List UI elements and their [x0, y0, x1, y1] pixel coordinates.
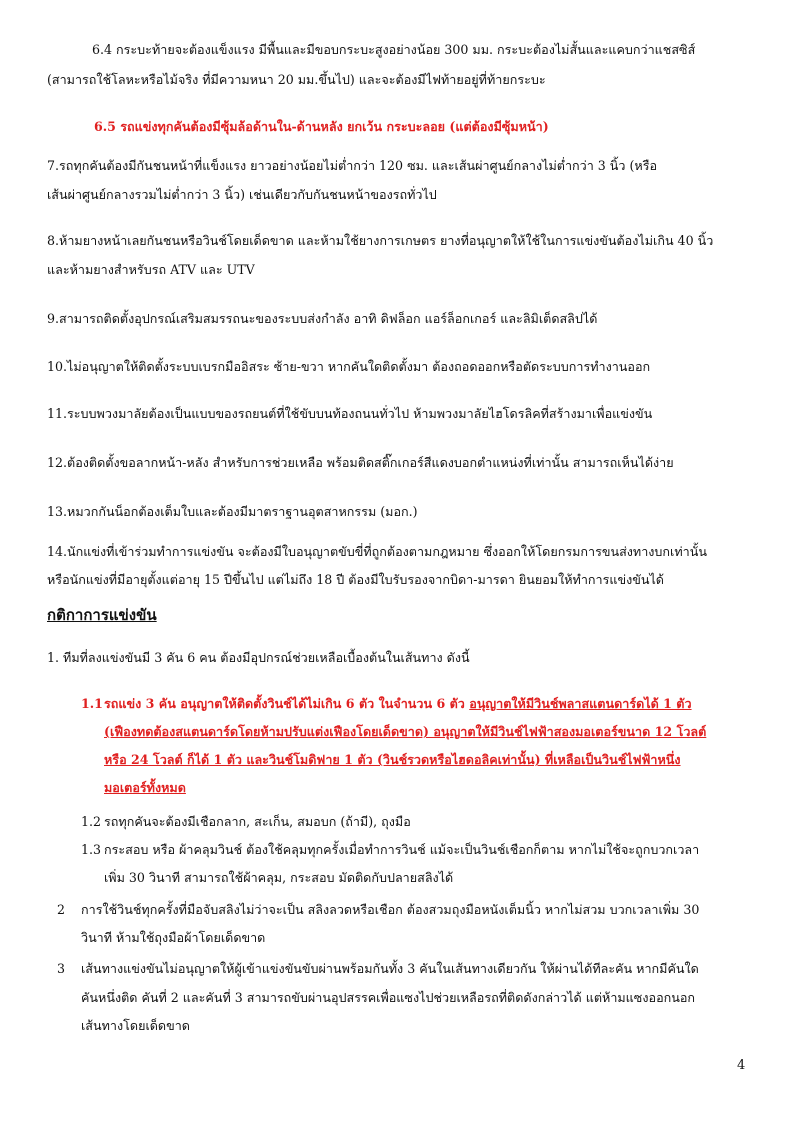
- rule-1-2-text: รถทุกคันจะต้องมีเชือกลาก, สะเก็น, สมอบก (ถ้ามี), ถุงมือ: [104, 814, 411, 829]
- rule-1-1-line-1-plain: รถแข่ง 3 คัน อนุญาตให้ติดตั้งวินช์ได้ไม่เกิน 6 ตัว ในจำนวน 6 ตัว: [104, 696, 470, 711]
- clause-11: 11.ระบบพวงมาลัยต้องเป็นแบบของรถยนต์ที่ใช้ขับบนท้องถนนทั่วไป ห้ามพวงมาลัยไฮโดรลิคที่สร้างมาเพื่อแข่งขัน: [47, 406, 653, 421]
- rule-1-1-line-2: (เฟืองทดต้องสแตนดาร์ดโดยห้ามปรับแต่งเฟืองโดยเด็ดขาด) อนุญาตให้มีวินช์ไฟฟ้าสองมอเตอร์ขนาด 12 โวลต์: [104, 724, 707, 739]
- rule-1-1-line-1-underlined: อนุญาตให้มีวินช์พลาสแตนดาร์ดได้ 1 ตัว: [469, 696, 692, 711]
- rule-3-line-3: เส้นทางโดยเด็ดขาด: [81, 1018, 190, 1033]
- clause-14-line-2: หรือนักแข่งที่มีอายุตั้งแต่อายุ 15 ปีขึ้นไป แต่ไม่ถึง 18 ปี ต้องมีใบรับรองจากบิดา-มารดา ยินยอมให้ทำการแข่งขันได้: [47, 572, 664, 587]
- rule-3-number: 3: [57, 961, 66, 976]
- clause-8-line-1: 8.ห้ามยางหน้าเลยกันชนหรือวินช์โดยเด็ดขาด และห้ามใช้ยางการเกษตร ยางที่อนุญาตให้ใช้ในการแข่งขันต้องไม่เกิน 40 นิ้ว: [47, 233, 714, 248]
- rules-heading: กติกาการแข่งขัน: [47, 606, 157, 624]
- clause-7-line-1: 7.รถทุกคันต้องมีกันชนหน้าที่แข็งแรง ยาวอย่างน้อยไม่ต่ำกว่า 120 ซม. และเส้นผ่าศูนย์กลางไม่ต่ำกว่า 3 นิ้ว (หรือ: [47, 158, 658, 173]
- rule-1-3-number: 1.3: [81, 842, 102, 857]
- rule-3-line-1: เส้นทางแข่งขันไม่อนุญาตให้ผู้เข้าแข่งขันขับผ่านพร้อมกันทั้ง 3 คันในเส้นทางเดียวกัน ให้ผ่านได้ทีละคัน หากมีคันใด: [81, 961, 699, 976]
- rule-3-line-2: คันหนึ่งติด คันที่ 2 และคันที่ 3 สามารถขับผ่านอุปสรรคเพื่อแซงไปช่วยเหลือรถที่ติดดังกล่าวได้ แต่ห้ามแซงออกนอก: [81, 990, 696, 1005]
- clause-12: 12.ต้องติดตั้งขอลากหน้า-หลัง สำหรับการช่วยเหลือ พร้อมติดสติ๊กเกอร์สีแดงบอกตำแหน่งที่เท่านั้น สามารถเห็นได้ง่าย: [47, 455, 674, 470]
- rule-2-line-1: การใช้วินช์ทุกครั้งที่มือจับสลิงไม่ว่าจะเป็น สลิงลวดหรือเชือก ต้องสวมถุงมือหนังเต็มนิ้ว หากไม่สวม บวกเวลาเพิ่ม 30: [81, 902, 700, 917]
- rule-1-1-line-1: [104, 692, 692, 716]
- clause-8-line-2: และห้ามยางสำหรับรถ ATV และ UTV: [47, 262, 255, 277]
- rule-1-1-line-3: หรือ 24 โวลต์ ก็ได้ 1 ตัว และวินช์โมดิฟาย 1 ตัว (วินช์รวดหรือไฮดอลิคเท่านั้น) ที่เหลือเป็นวินช์ไฟฟ้าหนึ่ง: [104, 752, 681, 767]
- clause-9: 9.สามารถติดตั้งอุปกรณ์เสริมสมรรถนะของระบบส่งกำลัง อาทิ ดิฟล็อก แอร์ล็อกเกอร์ และลิมิเต็ดสลิปได้: [47, 311, 598, 326]
- rule-2-line-2: วินาที ห้ามใช้ถุงมือผ้าโดยเด็ดขาด: [81, 930, 266, 945]
- clause-6-4-line-1: 6.4 กระบะท้ายจะต้องแข็งแรง มีพื้นและมีขอบกระบะสูงอย่างน้อย 300 มม. กระบะต้องไม่สั้นและแคบกว่าแชสซิส์: [92, 42, 696, 57]
- rule-2-number: 2: [57, 902, 66, 917]
- clause-6-4-line-2: (สามารถใช้โลหะหรือไม้จริง ที่มีความหนา 20 มม.ขึ้นไป) และจะต้องมีไฟท้ายอยู่ที่ท้ายกระบะ: [47, 72, 546, 87]
- page-number: 4: [737, 1058, 746, 1073]
- clause-13: 13.หมวกกันน็อกต้องเต็มใบและต้องมีมาตราฐานอุตสาหกรรม (มอก.): [47, 504, 418, 519]
- rule-1: 1. ทีมที่ลงแข่งขันมี 3 คัน 6 คน ต้องมีอุปกรณ์ช่วยเหลือเบื้องต้นในเส้นทาง ดังนี้: [47, 650, 470, 665]
- clause-14-line-1: 14.นักแข่งที่เข้าร่วมทำการแข่งขัน จะต้องมีใบอนุญาตขับขี่ที่ถูกต้องตามกฎหมาย ซึ่งออกให้โดยกรมการขนส่งทางบกเท่านั้น: [47, 544, 707, 559]
- rule-1-1-number: 1.1: [81, 696, 103, 711]
- rule-1-2-number: 1.2: [81, 814, 102, 829]
- rule-1-1-line-4: มอเตอร์ทั้งหมด: [104, 780, 186, 795]
- rule-1-3-line-1: กระสอบ หรือ ผ้าคลุมวินช์ ต้องใช้คลุมทุกครั้งเมื่อทำการวินช์ แม้จะเป็นวินช์เชือกก็ตาม หากไม่ใช้จะถูกบวกเวลา: [104, 842, 700, 857]
- clause-7-line-2: เส้นผ่าศูนย์กลางรวมไม่ต่ำกว่า 3 นิ้ว) เช่นเดียวกับกันชนหน้าของรถทั่วไป: [47, 187, 437, 202]
- clause-6-5: 6.5 รถแข่งทุกคันต้องมีซุ้มล้อด้านใน-ด้านหลัง ยกเว้น กระบะลอย (แต่ต้องมีซุ้มหน้า): [94, 119, 549, 134]
- clause-10: 10.ไม่อนุญาตให้ติดตั้งระบบเบรกมืออิสระ ซ้าย-ขวา หากคันใดติดตั้งมา ต้องถอดออกหรือตัดระบบการทำงานออก: [47, 359, 651, 374]
- rule-1-3-line-2: เพิ่ม 30 วินาที สามารถใช้ผ้าคลุม, กระสอบ มัดติดกับปลายสลิงได้: [104, 870, 454, 885]
